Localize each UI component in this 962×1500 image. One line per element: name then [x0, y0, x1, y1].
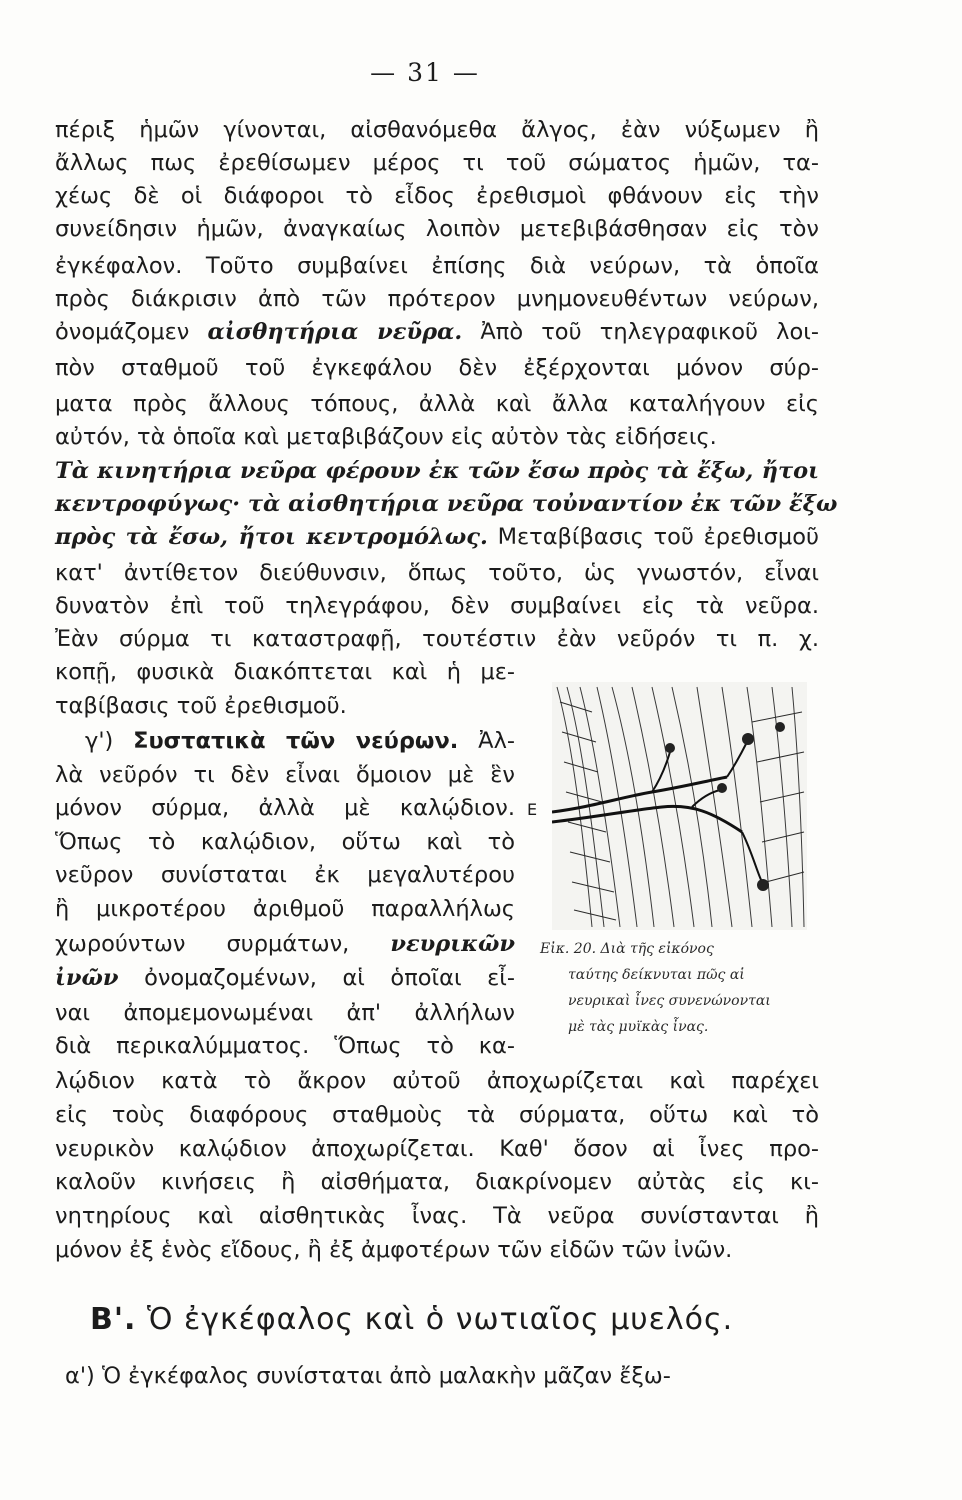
text-line: ματα πρὸς ἄλλους τόπους, ἀλλὰ καὶ ἄλλα καταλήγουν εἰς — [55, 391, 819, 417]
text-line: ταβίβασις τοῦ ἐρεθισμοῦ. — [55, 693, 347, 719]
figure-label: E — [527, 800, 538, 819]
text-line: κατ' ἀντίθετον διεύθυνσιν, ὅπως τοῦτο, ὡς γνωστόν, εἶναι — [55, 560, 819, 586]
text-line: κοπῇ, φυσικὰ διακόπτεται καὶ ἡ με- — [55, 659, 515, 685]
text-line: πρὸς διάκρισιν ἀπὸ τῶν πρότερον μνημονευθέντων νεύρων, — [55, 286, 819, 312]
figure-caption — [540, 936, 820, 1040]
text-line: νευρικὸν καλῴδιον ἀποχωρίζεται. Καθ' ὅσον αἱ ἶνες προ- — [55, 1136, 819, 1162]
text-segment: ὀνομάζομεν — [55, 319, 190, 345]
emphasized-term: νευρικῶν — [390, 931, 515, 957]
emphasized-term: ἰνῶν — [55, 965, 119, 991]
emphasized-line: κεντροφύγως· τὰ αἰσθητήρια νεῦρα τοὐναντίον ἐκ τῶν ἔξω — [55, 491, 838, 517]
heading-letter: Β'. — [90, 1302, 137, 1337]
text-line — [55, 962, 515, 994]
text-line: μόνον ἐξ ἑνὸς εἴδους, ἢ ἐξ ἀμφοτέρων τῶν εἰδῶν τῶν ἰνῶν. — [55, 1237, 733, 1263]
text-line: ἐγκέφαλον. Τοῦτο συμβαίνει ἐπίσης διὰ νεύρων, τὰ ὁποῖα — [55, 253, 819, 279]
page-number: — 31 — — [370, 58, 480, 87]
heading-title: Ὁ ἐγκέφαλος καὶ ὁ νωτιαῖος μυελός. — [147, 1302, 734, 1337]
text-line: αὐτόν, τὰ ὁποῖα καὶ μεταβιβάζουν εἰς αὐτὸν τὰς εἰδήσεις. — [55, 424, 717, 450]
text-segment: Ἀλ- — [478, 728, 515, 754]
emphasized-term: πρὸς τὰ ἔσω, ἤτοι κεντρομόλως. — [55, 524, 488, 550]
text-line: πέριξ ἡμῶν γίνονται, αἰσθανόμεθα ἄλγος, ἐὰν νύξωμεν ἢ — [55, 117, 819, 143]
text-line: λῴδιον κατὰ τὸ ἄκρον αὐτοῦ ἀποχωρίζεται καὶ παρέχει — [55, 1068, 819, 1094]
text-line: καλοῦν κινήσεις ἢ αἰσθήματα, διακρίνομεν αὐτὰς εἰς κι- — [55, 1169, 819, 1195]
text-line: ναι ἀπομεμονωμέναι ἀπ' ἀλλήλων — [55, 1000, 515, 1026]
text-line: Ὅπως τὸ καλῴδιον, οὕτω καὶ τὸ — [55, 829, 515, 855]
section-c-line — [85, 725, 515, 757]
text-line: πὸν σταθμοῦ τοῦ ἐγκεφάλου δὲν ἐξέρχονται μόνον σύρ- — [55, 355, 819, 381]
caption-line: νευρικαὶ ἶνες συνενώνονται — [568, 993, 771, 1009]
text-line: νεῦρον συνίσταται ἐκ μεγαλυτέρου — [55, 862, 515, 888]
text-segment: ὀνομαζομένων, αἱ ὁποῖαι εἶ- — [144, 965, 515, 991]
caption-line: Εἰκ. 20. Διὰ τῆς εἰκόνος — [540, 941, 714, 957]
text-line: χέως δὲ οἱ διάφοροι τὸ εἶδος ἐρεθισμοὶ φθάνουν εἰς τὴν — [55, 183, 819, 209]
emphasized-term: αἰσθητήρια νεῦρα. — [207, 319, 463, 345]
text-line: νητηρίους καὶ αἰσθητικὰς ἶνας. Τὰ νεῦρα συνίστανται ἢ — [55, 1203, 819, 1229]
text-segment: χωρούντων συρμάτων, — [55, 931, 350, 957]
text-line — [55, 316, 819, 348]
text-line: ἄλλως πως ἐρεθίσωμεν μέρος τι τοῦ σώματος ἡμῶν, τα- — [55, 150, 819, 176]
text-line: α') Ὁ ἐγκέφαλος συνίσταται ἀπὸ μαλακὴν μᾶζαν ἔξω- — [65, 1363, 671, 1389]
caption-line: ταύτης δείκνυται πῶς αἱ — [568, 967, 745, 983]
emphasized-line: Τὰ κινητήρια νεῦρα φέρουν ἐκ τῶν ἔσω πρὸς τὰ ἔξω, ἤτοι — [55, 458, 819, 484]
text-line: Ἐὰν σύρμα τι καταστραφῇ, τουτέστιν ἐὰν νεῦρόν τι π. χ. — [55, 626, 819, 652]
text-line: συνείδησιν ἡμῶν, ἀναγκαίως λοιπὸν μετεβιβάσθησαν εἰς τὸν — [55, 216, 819, 242]
section-title: Συστατικὰ τῶν νεύρων. — [133, 728, 459, 754]
section-heading — [90, 1300, 790, 1340]
text-line: δυνατὸν ἐπὶ τοῦ τηλεγράφου, δὲν συμβαίνει εἰς τὰ νεῦρα. — [55, 593, 819, 619]
text-line: λὰ νεῦρόν τι δὲν εἶναι ὅμοιον μὲ ἓν — [55, 762, 515, 788]
text-line: ἢ μικροτέρου ἀριθμοῦ παραλλήλως — [55, 896, 515, 922]
text-line: διὰ περικαλύμματος. Ὅπως τὸ κα- — [55, 1033, 515, 1059]
section-label: γ') — [85, 728, 114, 754]
text-line: εἰς τοὺς διαφόρους σταθμοὺς τὰ σύρματα, οὕτω καὶ τὸ — [55, 1102, 819, 1128]
nerve-muscle-illustration — [552, 682, 807, 930]
caption-line: μὲ τὰς μυϊκὰς ἶνας. — [568, 1019, 709, 1035]
text-line — [55, 928, 515, 960]
text-segment: Μεταβίβασις τοῦ ἐρεθισμοῦ — [497, 524, 819, 550]
text-line: μόνον σύρμα, ἀλλὰ μὲ καλῴδιον. — [55, 795, 515, 821]
text-line — [55, 521, 819, 553]
text-segment: Ἀπὸ τοῦ τηλεγραφικοῦ λοι- — [480, 319, 819, 345]
